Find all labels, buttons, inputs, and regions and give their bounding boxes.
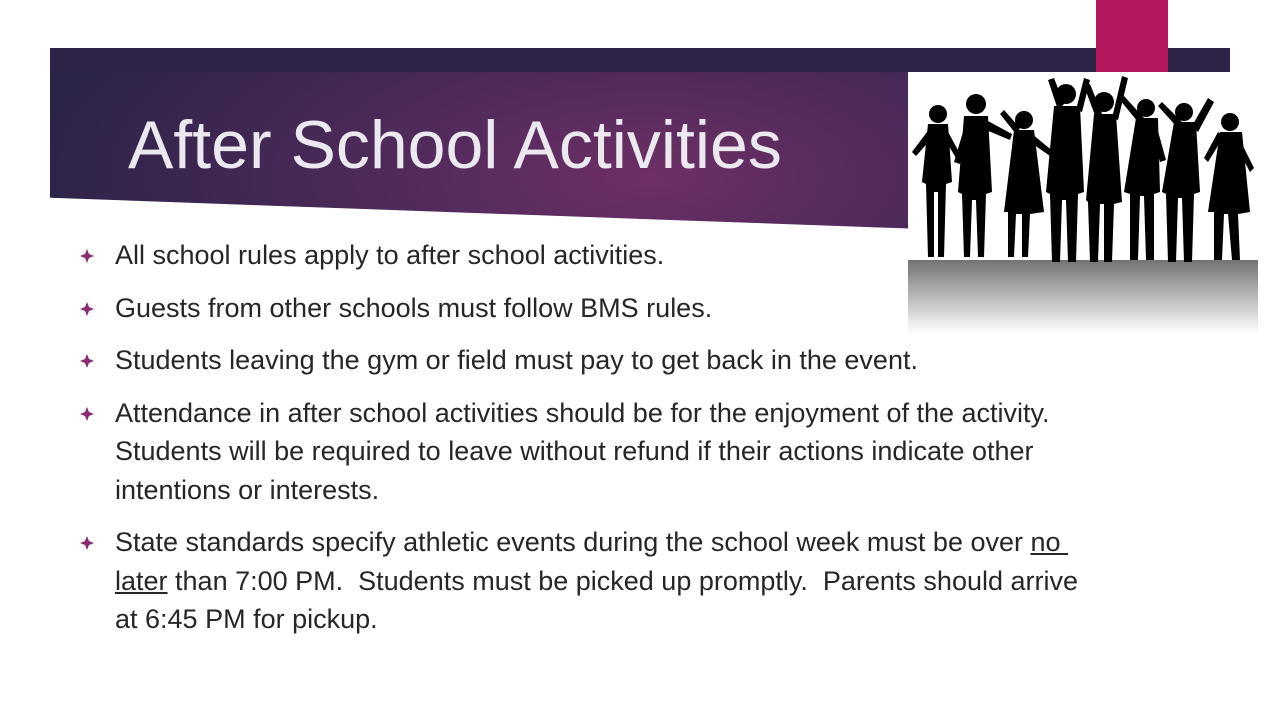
slide-title: After School Activities (128, 107, 782, 183)
bullet-text (115, 527, 1086, 634)
bullet-item (80, 523, 1090, 639)
bullet-text-part: than 7:00 PM. Students must be picked up promptly. Parents should arrive at 6:45 PM for pickup. (115, 565, 1086, 634)
bullet-item (80, 289, 1090, 328)
diamond-bullet-icon (80, 407, 94, 421)
bullet-text: Attendance in after school activities should be for the enjoyment of the activity. Students will be required to leave without refund if their actions indicate other intentions or interests. (115, 397, 1065, 505)
bullet-item (80, 394, 1090, 510)
bullet-list (80, 236, 1090, 653)
diamond-bullet-icon (80, 354, 94, 368)
bullet-item (80, 341, 1090, 380)
diamond-bullet-icon (80, 536, 94, 550)
bullet-text: Guests from other schools must follow BMS rules. (115, 292, 713, 323)
underlined-text: no later (115, 527, 1069, 596)
bullet-item (80, 236, 1090, 275)
diamond-bullet-icon (80, 249, 94, 263)
bullet-text: Students leaving the gym or field must pay to get back in the event. (115, 345, 918, 375)
title-band-top-strip (50, 48, 1230, 72)
bullet-text: All school rules apply to after school activities. (115, 240, 665, 270)
bullet-text-part: State standards specify athletic events during the school week must be over (115, 527, 1031, 557)
accent-tab (1096, 0, 1168, 72)
diamond-bullet-icon (80, 302, 94, 316)
silhouette-group (912, 76, 1254, 262)
